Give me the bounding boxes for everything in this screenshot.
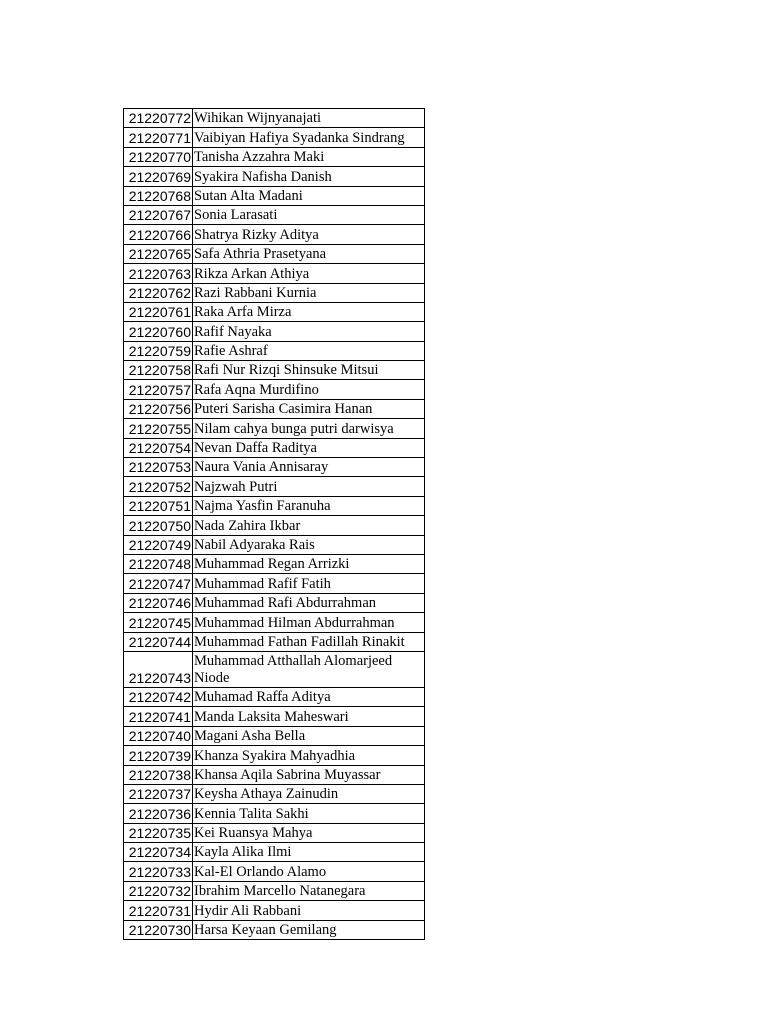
table-row [124, 651, 425, 687]
table-row [124, 341, 425, 360]
student-id-cell: 21220738 [124, 765, 193, 784]
student-name-cell: Najzwah Putri [193, 477, 425, 496]
student-id-cell: 21220760 [124, 322, 193, 341]
student-id-cell: 21220739 [124, 746, 193, 765]
student-id-cell: 21220771 [124, 128, 193, 147]
table-row [124, 687, 425, 706]
table-row [124, 322, 425, 341]
student-name-cell: Kennia Talita Sakhi [193, 804, 425, 823]
student-id-cell: 21220756 [124, 399, 193, 418]
table-row [124, 225, 425, 244]
table-row [124, 823, 425, 842]
student-name-cell: Harsa Keyaan Gemilang [193, 920, 425, 939]
student-id-cell: 21220762 [124, 283, 193, 302]
table-row [124, 186, 425, 205]
student-name-cell: Wihikan Wijnyanajati [193, 109, 425, 128]
student-name-cell: Nada Zahira Ikbar [193, 516, 425, 535]
table-row [124, 554, 425, 573]
table-row [124, 804, 425, 823]
student-id-cell: 21220730 [124, 920, 193, 939]
table-row [124, 726, 425, 745]
student-id-cell: 21220766 [124, 225, 193, 244]
student-id-cell: 21220772 [124, 109, 193, 128]
student-id-cell: 21220758 [124, 361, 193, 380]
student-id-cell: 21220759 [124, 341, 193, 360]
student-name-cell: Muhammad Regan Arrizki [193, 554, 425, 573]
student-list-table [123, 108, 425, 940]
table-row [124, 458, 425, 477]
table-row [124, 613, 425, 632]
table-row [124, 128, 425, 147]
student-id-cell: 21220731 [124, 901, 193, 920]
student-id-cell: 21220740 [124, 726, 193, 745]
student-name-cell: Nabil Adyaraka Rais [193, 535, 425, 554]
table-row [124, 632, 425, 651]
student-name-cell: Rikza Arkan Athiya [193, 264, 425, 283]
student-name-cell: Khanza Syakira Mahyadhia [193, 746, 425, 765]
student-name-cell: Shatrya Rizky Aditya [193, 225, 425, 244]
table-row [124, 438, 425, 457]
student-name-cell: Rafif Nayaka [193, 322, 425, 341]
table-row [124, 707, 425, 726]
table-row [124, 361, 425, 380]
student-name-cell: Muhammad Rafif Fatih [193, 574, 425, 593]
table-row [124, 881, 425, 900]
student-name-cell: Rafi Nur Rizqi Shinsuke Mitsui [193, 361, 425, 380]
student-id-cell: 21220747 [124, 574, 193, 593]
table-row [124, 784, 425, 803]
student-id-cell: 21220754 [124, 438, 193, 457]
table-row [124, 843, 425, 862]
table-row [124, 302, 425, 321]
student-id-cell: 21220733 [124, 862, 193, 881]
student-id-cell: 21220752 [124, 477, 193, 496]
student-name-cell: Manda Laksita Maheswari [193, 707, 425, 726]
student-id-cell: 21220770 [124, 147, 193, 166]
student-name-cell: Kal-El Orlando Alamo [193, 862, 425, 881]
student-name-cell: Muhammad Hilman Abdurrahman [193, 613, 425, 632]
student-name-cell: Kei Ruansya Mahya [193, 823, 425, 842]
student-id-cell: 21220763 [124, 264, 193, 283]
student-name-cell: Rafa Aqna Murdifino [193, 380, 425, 399]
student-name-cell: Muhammad Atthallah Alomarjeed Niode [193, 651, 425, 687]
student-id-cell: 21220751 [124, 496, 193, 515]
table-row [124, 380, 425, 399]
student-name-cell: Sonia Larasati [193, 205, 425, 224]
student-name-cell: Puteri Sarisha Casimira Hanan [193, 399, 425, 418]
table-row [124, 477, 425, 496]
student-list-body [124, 109, 425, 940]
student-id-cell: 21220734 [124, 843, 193, 862]
table-row [124, 862, 425, 881]
table-row [124, 496, 425, 515]
student-name-cell: Najma Yasfin Faranuha [193, 496, 425, 515]
student-id-cell: 21220732 [124, 881, 193, 900]
table-row [124, 593, 425, 612]
student-id-cell: 21220741 [124, 707, 193, 726]
student-id-cell: 21220757 [124, 380, 193, 399]
student-name-cell: Vaibiyan Hafiya Syadanka Sindrang [193, 128, 425, 147]
table-row [124, 167, 425, 186]
student-name-cell: Keysha Athaya Zainudin [193, 784, 425, 803]
student-name-cell: Muhammad Fathan Fadillah Rinakit [193, 632, 425, 651]
table-row [124, 244, 425, 263]
student-name-cell: Naura Vania Annisaray [193, 458, 425, 477]
table-row [124, 765, 425, 784]
student-id-cell: 21220767 [124, 205, 193, 224]
student-name-cell: Rafie Ashraf [193, 341, 425, 360]
student-id-cell: 21220761 [124, 302, 193, 321]
student-id-cell: 21220753 [124, 458, 193, 477]
table-row [124, 901, 425, 920]
student-name-cell: Muhamad Raffa Aditya [193, 687, 425, 706]
student-id-cell: 21220750 [124, 516, 193, 535]
student-name-cell: Nilam cahya bunga putri darwisya [193, 419, 425, 438]
student-id-cell: 21220755 [124, 419, 193, 438]
student-id-cell: 21220745 [124, 613, 193, 632]
table-row [124, 264, 425, 283]
table-row [124, 283, 425, 302]
student-name-cell: Raka Arfa Mirza [193, 302, 425, 321]
student-name-cell: Kayla Alika Ilmi [193, 843, 425, 862]
student-name-cell: Sutan Alta Madani [193, 186, 425, 205]
student-name-cell: Hydir Ali Rabbani [193, 901, 425, 920]
student-id-cell: 21220765 [124, 244, 193, 263]
student-name-cell: Syakira Nafisha Danish [193, 167, 425, 186]
student-id-cell: 21220744 [124, 632, 193, 651]
table-row [124, 419, 425, 438]
table-row [124, 516, 425, 535]
student-id-cell: 21220746 [124, 593, 193, 612]
table-row [124, 746, 425, 765]
student-name-cell: Ibrahim Marcello Natanegara [193, 881, 425, 900]
student-name-cell: Tanisha Azzahra Maki [193, 147, 425, 166]
student-name-cell: Nevan Daffa Raditya [193, 438, 425, 457]
student-name-cell: Razi Rabbani Kurnia [193, 283, 425, 302]
student-id-cell: 21220737 [124, 784, 193, 803]
student-name-cell: Khansa Aqila Sabrina Muyassar [193, 765, 425, 784]
student-id-cell: 21220735 [124, 823, 193, 842]
student-id-cell: 21220768 [124, 186, 193, 205]
student-id-cell: 21220748 [124, 554, 193, 573]
table-row [124, 535, 425, 554]
table-row [124, 109, 425, 128]
student-name-cell: Muhammad Rafi Abdurrahman [193, 593, 425, 612]
student-name-cell: Safa Athria Prasetyana [193, 244, 425, 263]
student-id-cell: 21220742 [124, 687, 193, 706]
student-id-cell: 21220749 [124, 535, 193, 554]
student-id-cell: 21220743 [124, 651, 193, 687]
table-row [124, 574, 425, 593]
table-row [124, 920, 425, 939]
table-row [124, 399, 425, 418]
student-id-cell: 21220736 [124, 804, 193, 823]
table-row [124, 205, 425, 224]
table-row [124, 147, 425, 166]
student-id-cell: 21220769 [124, 167, 193, 186]
student-name-cell: Magani Asha Bella [193, 726, 425, 745]
